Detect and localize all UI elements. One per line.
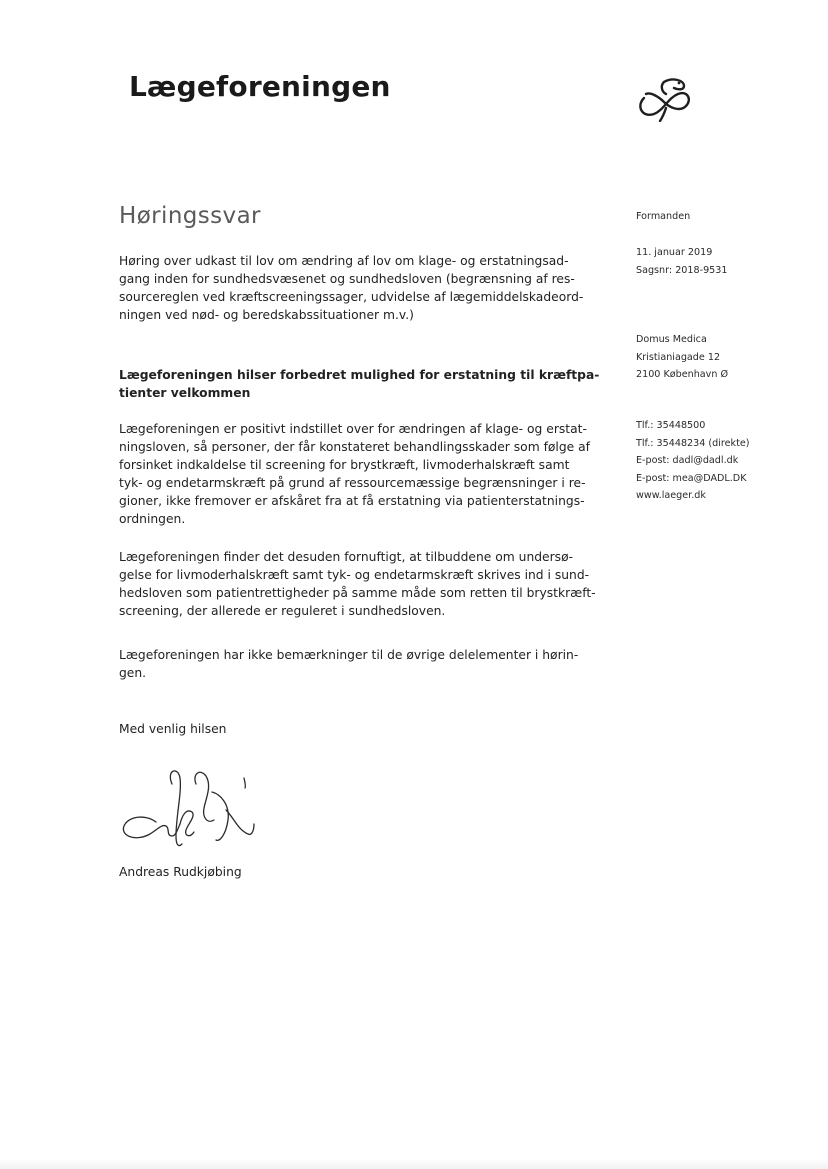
sidebar-contact [636,417,750,505]
paragraph-line: Lægeforeningen har ikke bemærkninger til de øvrige delelementer i hørin- [119,648,579,662]
document-title: Høringssvar [119,203,261,229]
heading-line: Lægeforeningen hilser forbedret mulighed for erstatning til kræftpa- [119,368,600,382]
paragraph-line: forsinket indkaldelse til screening for brystkræft, livmoderhalskræft samt [119,458,570,472]
scan-edge [0,1159,828,1169]
paragraph-line: screening, der allerede er reguleret i sundhedsloven. [119,604,446,618]
subject-line: ningen ved nød- og beredskabssituationer m.v.) [119,308,414,322]
paragraph-line: ordningen. [119,512,186,526]
paragraph-3 [119,646,589,682]
address-line: Domus Medica [636,334,707,345]
paragraph-line: gioner, ikke fremover er afskåret fra at få erstatning via patienterstatnings- [119,494,585,508]
closing [119,720,589,738]
subject-block [119,252,589,324]
signer-block [119,863,589,881]
paragraph-line: ningsloven, så personer, der får konstateret behandlingsskader som følge af [119,440,590,454]
subject-line: sourcereglen ved kræftscreeningssager, udvidelse af lægemiddelskadeord- [119,290,584,304]
phone-direct: Tlf.: 35448234 (direkte) [636,437,750,449]
subject-line: gang inden for sundhedsvæsenet og sundhedsloven (begrænsning af res- [119,272,575,286]
address-line: Kristianiagade 12 [636,351,721,363]
snake-logo-icon [634,72,694,122]
heading-line: tienter velkommen [119,386,251,400]
signer-name: Andreas Rudkjøbing [119,865,242,879]
sidebar-address [636,331,728,384]
email-personal: E-post: mea@DADL.DK [636,472,747,484]
role-text: Formanden [636,211,691,222]
address-line: 2100 København Ø [636,369,729,380]
paragraph-line: gen. [119,666,147,680]
subject-line: Høring over udkast til lov om ændring af lov om klage- og erstatningsad- [119,254,569,268]
date-text: 11. januar 2019 [636,247,713,258]
signature-image [116,764,266,858]
paragraph-line: Lægeforeningen finder det desuden fornuftigt, at tilbuddene om undersø- [119,550,574,564]
sidebar-date-block [636,244,728,279]
paragraph-2 [119,548,596,620]
sidebar-role [636,208,690,226]
org-name: Lægeforeningen [129,70,391,103]
paragraph-line: tyk- og endetarmskræft på grund af ressourcemæssige begrænsninger i re- [119,476,586,490]
case-number: Sagsnr: 2018-9531 [636,264,728,276]
paragraph-line: gelse for livmoderhalskræft samt tyk- og endetarmskræft skrives ind i sund- [119,568,590,582]
paragraph-line: hedsloven som patientrettigheder på samme måde som retten til brystkræft- [119,586,596,600]
website-link: www.laeger.dk [636,490,706,501]
email-general: E-post: dadl@dadl.dk [636,455,739,466]
phone-main: Tlf.: 35448500 [636,420,706,431]
closing-text: Med venlig hilsen [119,722,227,736]
paragraph-1 [119,420,589,528]
paragraph-line: Lægeforeningen er positivt indstillet over for ændringen af klage- og erstat- [119,422,587,436]
section-heading [119,366,600,402]
